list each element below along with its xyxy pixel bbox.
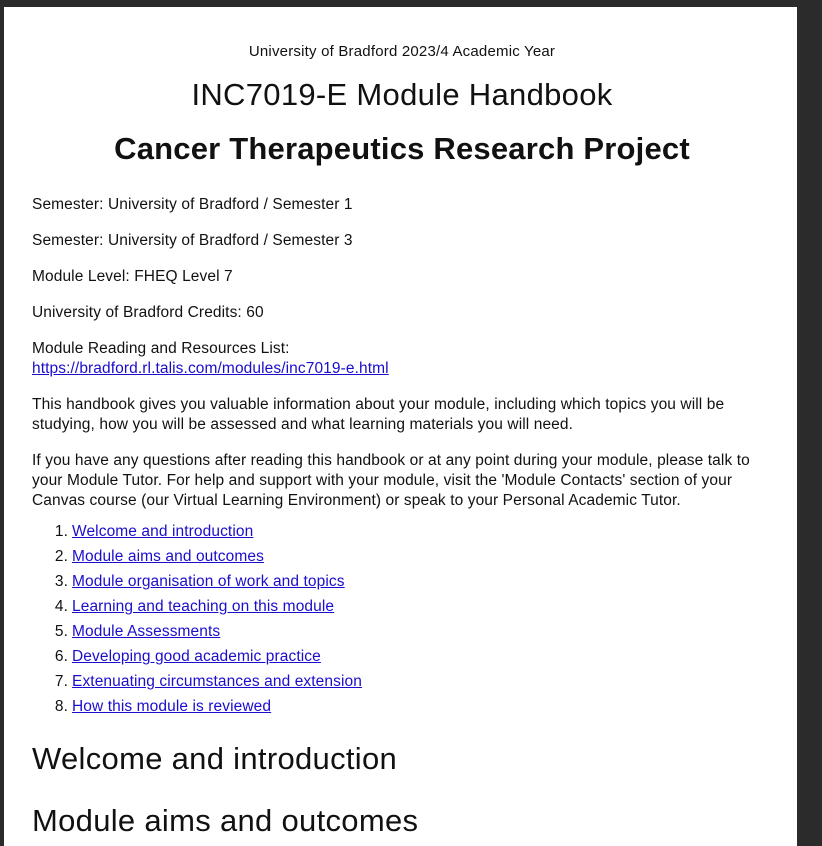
intro-paragraph-1-line-1: This handbook gives you valuable information about your module, including which topics you will be xyxy=(32,396,725,413)
course-title: Cancer Therapeutics Research Project xyxy=(114,131,690,166)
welcome-heading: Welcome and introduction xyxy=(32,741,398,776)
handbook-title: INC7019-E Module Handbook xyxy=(191,77,613,112)
toc-item xyxy=(32,519,772,544)
toc-link-welcome[interactable]: Welcome and introduction xyxy=(72,523,254,540)
table-of-contents xyxy=(32,519,772,719)
toc-item xyxy=(32,644,772,669)
toc-item xyxy=(32,619,772,644)
intro-paragraph-2-line-1: If you have any questions after reading this handbook or at any point during your module, please talk to xyxy=(32,452,750,469)
viewer-scrollbar[interactable] xyxy=(797,7,822,846)
document-page xyxy=(4,7,797,846)
toc-item xyxy=(32,669,772,694)
semester-1-text: Semester: University of Bradford / Semester 1 xyxy=(32,196,353,213)
toc-item xyxy=(32,694,772,719)
toc-item xyxy=(32,544,772,569)
semester-3-text: Semester: University of Bradford / Semester 3 xyxy=(32,232,353,249)
module-level-text: Module Level: FHEQ Level 7 xyxy=(32,268,233,285)
toc-link-extenuating[interactable]: Extenuating circumstances and extension xyxy=(72,673,362,690)
toc-item-number: 4. xyxy=(54,598,68,615)
intro-paragraph-2-line-3: Canvas course (our Virtual Learning Environment) or speak to your Personal Academic Tutor. xyxy=(32,492,681,509)
toc-item-number: 8. xyxy=(54,698,68,715)
academic-year-text: University of Bradford 2023/4 Academic Year xyxy=(248,43,556,60)
toc-item-number: 2. xyxy=(54,548,68,565)
toc-link-aims[interactable]: Module aims and outcomes xyxy=(72,548,264,565)
toc-link-organisation[interactable]: Module organisation of work and topics xyxy=(72,573,345,590)
reading-list-label: Module Reading and Resources List: xyxy=(32,340,290,357)
intro-paragraph-1-line-2: studying, how you will be assessed and what learning materials you will need. xyxy=(32,416,574,433)
toc-item xyxy=(32,594,772,619)
toc-link-learning[interactable]: Learning and teaching on this module xyxy=(72,598,335,615)
toc-item-number: 3. xyxy=(54,573,68,590)
aims-heading: Module aims and outcomes xyxy=(32,803,419,838)
toc-link-review[interactable]: How this module is reviewed xyxy=(72,698,272,715)
intro-paragraph-2-line-2: your Module Tutor. For help and support with your module, visit the 'Module Contacts' section of your xyxy=(32,472,733,489)
toc-item-number: 5. xyxy=(54,623,68,640)
toc-item-number: 6. xyxy=(54,648,68,665)
toc-link-assessments[interactable]: Module Assessments xyxy=(72,623,221,640)
toc-item-number: 7. xyxy=(54,673,68,690)
toc-link-academic-practice[interactable]: Developing good academic practice xyxy=(72,648,321,665)
reading-list-row xyxy=(32,359,772,379)
toc-item-number: 1. xyxy=(54,523,68,540)
reading-list-link[interactable]: https://bradford.rl.talis.com/modules/inc7019-e.html xyxy=(32,360,389,377)
credits-text: University of Bradford Credits: 60 xyxy=(32,304,264,321)
toc-item xyxy=(32,569,772,594)
